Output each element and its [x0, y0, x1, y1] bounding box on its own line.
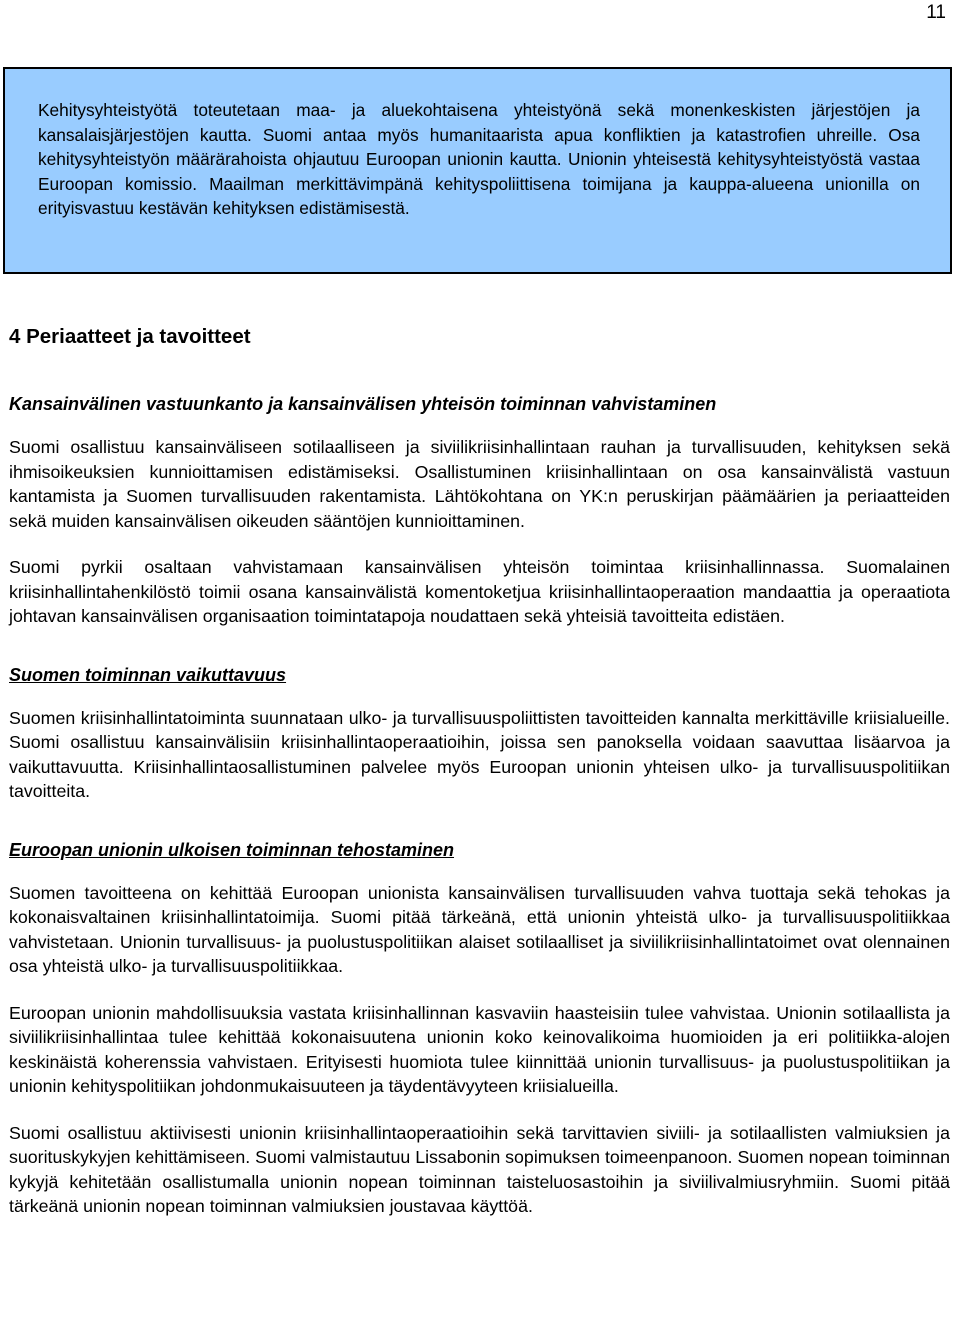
paragraph: Suomen tavoitteena on kehittää Euroopan unionista kansainvälisen turvallisuuden vahva tuottaja sekä tehokas ja kokonaisvaltainen kriisinhallintatoimija. Suomi pitää tärkeänä, että unionin yhteistä ulko- ja turvallisuuspolitiikkaa vahvistetaan. Unionin turvallisuus- ja puolustuspolitiikan alaiset sotilaalliset ja siviilikriisinhallintatoimet ovat olennainen osa yhteistä ulko- ja turvallisuuspolitiikkaa.: [9, 882, 950, 976]
info-box: [3, 67, 952, 274]
subsection-title: Kansainvälinen vastuunkanto ja kansainvälisen yhteisön toiminnan vahvistaminen: [9, 394, 717, 414]
paragraph: Suomi osallistuu aktiivisesti unionin kriisinhallintaoperaatioihin sekä tarvittavien siviili- ja sotilaallisten valmiuksien ja suorituskykyjen kehittämiseen. Suomi valmistautuu Lissabonin sopimuksen toimeenpanoon. Suomen nopean toiminnan kykyjä kehitetään osallistumalla unionin nopean toiminnan taisteluosastoihin ja siviilivalmiusryhmiin. Suomi pitää tärkeänä unionin nopean toiminnan valmiuksien joustavaa käyttöä.: [9, 1122, 950, 1216]
paragraph: Suomi osallistuu kansainväliseen sotilaalliseen ja siviilikriisinhallintaan rauhan ja turvallisuuden, kehityksen sekä ihmisoikeuksien kunnioittamisen edistämiseksi. Osallistuminen kriisinhallintaan on osa kansainvälistä vastuun kantamista ja Suomen turvallisuuden rakentamista. Lähtökohtana on YK:n peruskirjan päämäärien ja periaatteiden sekä muiden kansainvälisen oikeuden sääntöjen kunnioittaminen.: [9, 437, 950, 531]
page-number: 11: [926, 2, 946, 23]
paragraph: Suomi pyrkii osaltaan vahvistamaan kansainvälisen yhteisön toimintaa kriisinhallinnassa. Suomalainen kriisinhallintahenkilöstö toimii osana kansainvälistä komentoketjua kriisinhallintaoperaation mandaattia ja operaatiota johtavan kansainvälisen organisaation toimintatapoja noudattaen sekä yhteisiä tavoitteita edistäen.: [9, 557, 950, 626]
subsection-title: Euroopan unionin ulkoisen toiminnan tehostaminen: [9, 839, 455, 860]
section-heading: 4 Periaatteet ja tavoitteet: [9, 325, 251, 348]
paragraph: Suomen kriisinhallintatoiminta suunnataan ulko- ja turvallisuuspoliittisten tavoitteiden kannalta merkittäville kriisialueille. Suomi osallistuu kansainvälisiin kriisinhallintaoperaatioihin, joissa sen panoksella voidaan saavuttaa lisäarvoa ja vaikuttavuutta. Kriisinhallintaosallistuminen palvelee myös Euroopan unionin yhteisen ulko- ja turvallisuuspolitiikan tavoitteita.: [9, 707, 950, 801]
info-box-text: Kehitysyhteistyötä toteutetaan maa- ja aluekohtaisena yhteistyönä sekä monenkeskisten järjestöjen ja kansalaisjärjestöjen kautta. Suomi antaa myös humanitaarista apua konfliktien ja katastrofien uhreille. Osa kehitysyhteistyön määrärahoista ohjautuu Euroopan unionin kautta. Unionin yhteisestä kehitysyhteistyöstä vastaa Euroopan komissio. Maailman merkittävimpänä kehityspoliittisena toimijana ja kauppa-alueena unionilla on erityisvastuu kestävän kehityksen edistämisestä.: [38, 100, 920, 218]
paragraph: Euroopan unionin mahdollisuuksia vastata kriisinhallinnan kasvaviin haasteisiin tulee vahvistaa. Unionin sotilaallista ja siviilikriisinhallintaa tulee kehittää kokonaisuutena unionin koko keinovalikoima huomioiden ja eri politiikka-alojen keskinäistä koherenssia vahvistaen. Erityisesti huomiota tulee kiinnittää unionin turvallisuus- ja puolustuspolitiikan ja unionin kehityspolitiikan johdonmukaisuuteen ja täydentävyyteen kriisialueilla.: [9, 1002, 950, 1096]
main-content: [9, 322, 950, 1219]
subsection-title: Suomen toiminnan vaikuttavuus: [9, 664, 287, 685]
